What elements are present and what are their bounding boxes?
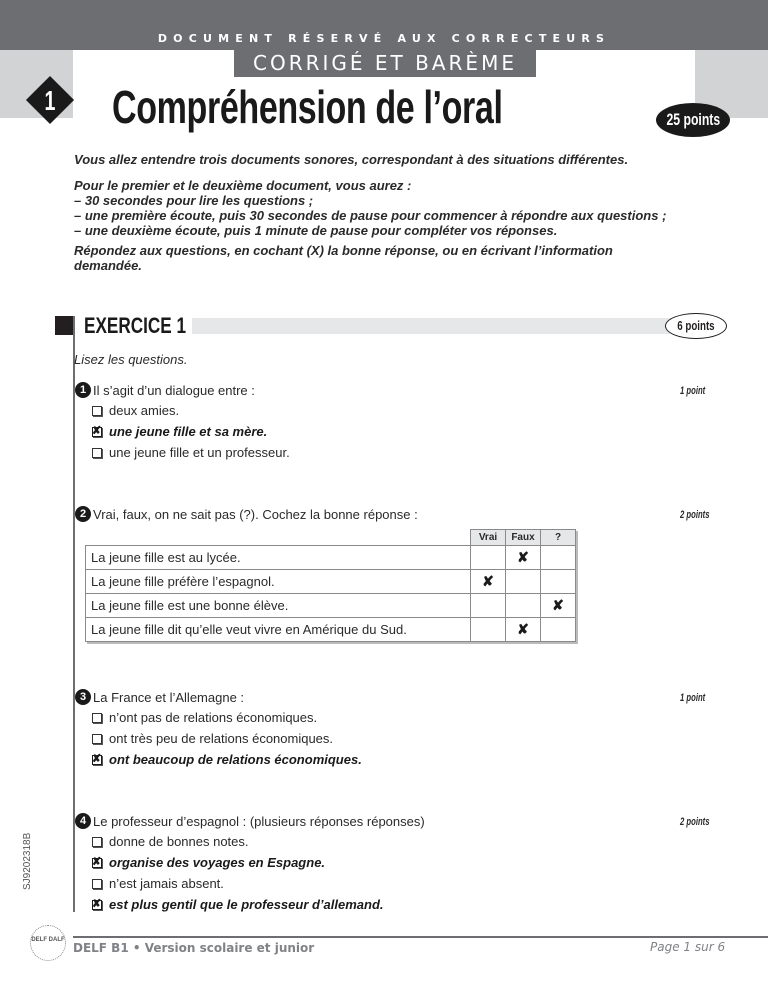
option[interactable]: n’est jamais absent.: [92, 876, 224, 891]
cell-vrai[interactable]: ✘: [471, 570, 506, 594]
question-4: [75, 813, 425, 829]
checkbox-checked-icon[interactable]: [92, 755, 102, 765]
true-false-table: [85, 529, 576, 642]
question-points: 2 points: [680, 509, 710, 521]
delf-dalf-logo-icon: DELF DALF: [30, 925, 66, 961]
option[interactable]: ont très peu de relations économiques.: [92, 731, 333, 746]
table-row: [86, 546, 576, 570]
checkbox-unchecked-icon[interactable]: [92, 734, 102, 744]
cell-vrai[interactable]: [471, 618, 506, 642]
page-number: Page 1 sur 6: [650, 940, 726, 954]
checkbox-unchecked-icon[interactable]: [92, 406, 102, 416]
option[interactable]: donne de bonnes notes.: [92, 834, 249, 849]
answer-instruction: demandée.: [74, 258, 142, 273]
option-checked[interactable]: ✘ organise des voyages en Espagne.: [92, 855, 325, 870]
statement: La jeune fille est une bonne élève.: [86, 594, 471, 618]
exercise-points-badge: 6 points: [665, 313, 727, 339]
cell-unknown[interactable]: [541, 618, 576, 642]
table-row: [86, 618, 576, 642]
checkbox-checked-icon[interactable]: [92, 858, 102, 868]
statement: La jeune fille préfère l’espagnol.: [86, 570, 471, 594]
question-text: La France et l’Allemagne :: [93, 689, 245, 705]
cell-faux[interactable]: [506, 570, 541, 594]
exercise-subtitle: Lisez les questions.: [74, 352, 188, 367]
question-number-icon: 3: [75, 689, 91, 705]
checkbox-unchecked-icon[interactable]: [92, 448, 102, 458]
footer-rule: [73, 936, 768, 938]
cell-unknown[interactable]: [541, 570, 576, 594]
reserved-label: DOCUMENT RÉSERVÉ AUX CORRECTEURS: [157, 32, 611, 45]
option-checked[interactable]: ✘ une jeune fille et sa mère.: [92, 424, 267, 439]
page-title: Compréhension de l’oral: [112, 81, 503, 133]
column-header-faux: Faux: [506, 530, 541, 546]
question-number-icon: 2: [75, 506, 91, 522]
question-3: [75, 689, 244, 705]
question-points: 1 point: [680, 385, 706, 397]
cell-unknown[interactable]: [541, 546, 576, 570]
question-1: [75, 382, 255, 398]
instructions-line: Pour le premier et le deuxième document, vous aurez :: [74, 178, 412, 193]
question-points: 2 points: [680, 816, 710, 828]
document-code: SJ92023​18B: [22, 832, 33, 890]
footer-exam-label: DELF B1 • Version scolaire et junior: [73, 941, 315, 955]
statement: La jeune fille est au lycée.: [86, 546, 471, 570]
cell-faux[interactable]: ✘: [506, 618, 541, 642]
option[interactable]: une jeune fille et un professeur.: [92, 445, 290, 460]
instructions-line: – une deuxième écoute, puis 1 minute de pause pour compléter vos réponses.: [74, 223, 558, 238]
instructions-intro: Vous allez entendre trois documents sonores, correspondant à des situations différentes.: [74, 152, 629, 167]
question-2: [75, 506, 418, 522]
question-points: 1 point: [680, 692, 706, 704]
section-points-badge: 25 points: [656, 103, 730, 137]
cell-unknown[interactable]: ✘: [541, 594, 576, 618]
answer-instruction: Répondez aux questions, en cochant (X) la bonne réponse, ou en écrivant l’information: [74, 243, 613, 258]
checkbox-unchecked-icon[interactable]: [92, 837, 102, 847]
checkbox-checked-icon[interactable]: [92, 900, 102, 910]
exercise-title: EXERCICE 1: [84, 313, 187, 338]
option[interactable]: n’ont pas de relations économiques.: [92, 710, 317, 725]
question-number-icon: 4: [75, 813, 91, 829]
checkbox-unchecked-icon[interactable]: [92, 713, 102, 723]
table-row: [86, 570, 576, 594]
question-text: Il s’agit d’un dialogue entre :: [93, 382, 255, 398]
option[interactable]: deux amies.: [92, 403, 179, 418]
column-header-unknown: ?: [541, 530, 576, 546]
exercise-marker-icon: [55, 316, 74, 335]
question-text: Vrai, faux, on ne sait pas (?). Cochez la bonne réponse :: [93, 506, 418, 522]
instructions-line: – 30 secondes pour lire les questions ;: [74, 193, 314, 208]
corrige-label: CORRIGÉ ET BARÈME: [234, 50, 536, 77]
option-checked[interactable]: ✘ est plus gentil que le professeur d’allemand.: [92, 897, 384, 912]
question-number-icon: 1: [75, 382, 91, 398]
question-text: Le professeur d’espagnol : (plusieurs réponses réponses): [93, 813, 425, 829]
cell-faux[interactable]: ✘: [506, 546, 541, 570]
section-number: 1: [44, 85, 56, 116]
column-header-vrai: Vrai: [471, 530, 506, 546]
exercise-title-bar: [192, 318, 712, 334]
checkbox-unchecked-icon[interactable]: [92, 879, 102, 889]
table-header-row: [86, 530, 576, 546]
checkbox-checked-icon[interactable]: [92, 427, 102, 437]
table-row: [86, 594, 576, 618]
statement: La jeune fille dit qu’elle veut vivre en Amérique du Sud.: [86, 618, 471, 642]
cell-vrai[interactable]: [471, 594, 506, 618]
instructions-line: – une première écoute, puis 30 secondes de pause pour commencer à répondre aux questions ;: [74, 208, 667, 223]
cell-vrai[interactable]: [471, 546, 506, 570]
option-checked[interactable]: ✘ ont beaucoup de relations économiques.: [92, 752, 362, 767]
cell-faux[interactable]: [506, 594, 541, 618]
